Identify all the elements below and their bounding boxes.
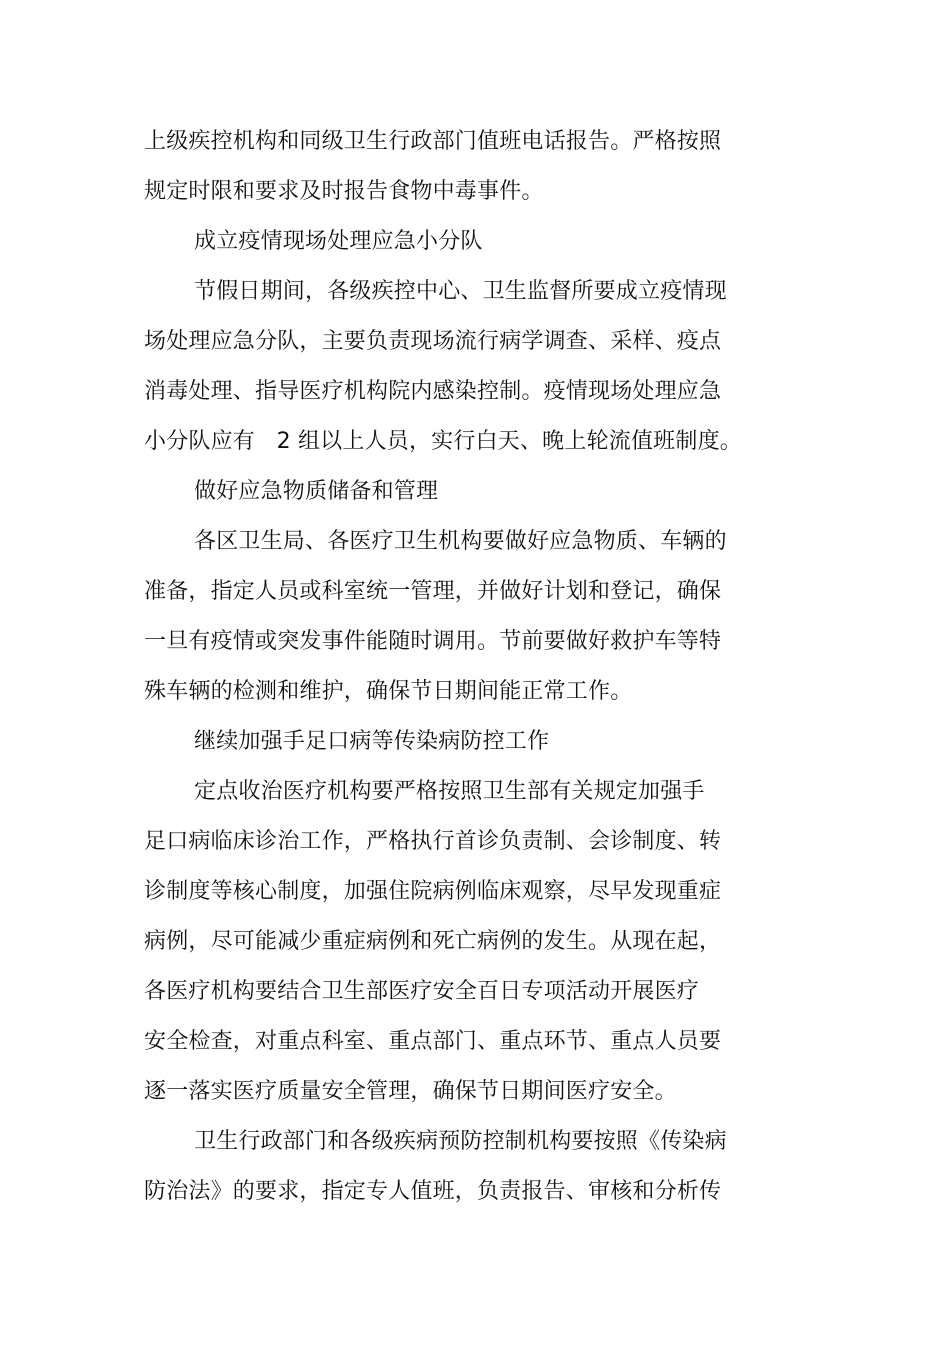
text-line: 节假日期间，各级疾控中心、卫生监督所要成立疫情现 <box>194 279 727 304</box>
section-heading: 做好应急物质储备和管理 <box>194 479 439 504</box>
text-line: 定点收治医疗机构要严格按照卫生部有关规定加强手 <box>194 779 705 804</box>
text-line: 各区卫生局、各医疗卫生机构要做好应急物质、车辆的 <box>194 529 727 554</box>
text-line: 消毒处理、指导医疗机构院内感染控制。疫情现场处理应急 <box>144 379 722 404</box>
text-line: 卫生行政部门和各级疾病预防控制机构要按照《传染病 <box>194 1129 727 1154</box>
text-line: 规定时限和要求及时报告食物中毒事件。 <box>144 179 544 204</box>
text-line: 一旦有疫情或突发事件能随时调用。节前要做好救护车等特 <box>144 629 722 654</box>
text-line: 上级疾控机构和同级卫生行政部门值班电话报告。严格按照 <box>144 129 722 154</box>
text-line: 准备，指定人员或科室统一管理，并做好计划和登记，确保 <box>144 579 722 604</box>
section-heading: 成立疫情现场处理应急小分队 <box>194 229 483 254</box>
text-line: 安全检查，对重点科室、重点部门、重点环节、重点人员要 <box>144 1029 722 1054</box>
text-line: 病例，尽可能减少重症病例和死亡病例的发生。从现在起， <box>144 929 722 954</box>
section-heading: 继续加强手足口病等传染病防控工作 <box>194 729 550 754</box>
text-line: 诊制度等核心制度，加强住院病例临床观察，尽早发现重症 <box>144 879 722 904</box>
text-line: 小分队应有 2 组以上人员，实行白天、晚上轮流值班制度。 <box>144 429 742 454</box>
text-line: 各医疗机构要结合卫生部医疗安全百日专项活动开展医疗 <box>144 979 700 1004</box>
text-line: 防治法》的要求，指定专人值班，负责报告、审核和分析传 <box>144 1179 722 1204</box>
text-line: 逐一落实医疗质量安全管理，确保节日期间医疗安全。 <box>144 1079 677 1104</box>
text-line: 足口病临床诊治工作，严格执行首诊负责制、会诊制度、转 <box>144 829 722 854</box>
text-line: 殊车辆的检测和维护，确保节日期间能正常工作。 <box>144 679 633 704</box>
text-line: 场处理应急分队，主要负责现场流行病学调查、采样、疫点 <box>144 329 722 354</box>
